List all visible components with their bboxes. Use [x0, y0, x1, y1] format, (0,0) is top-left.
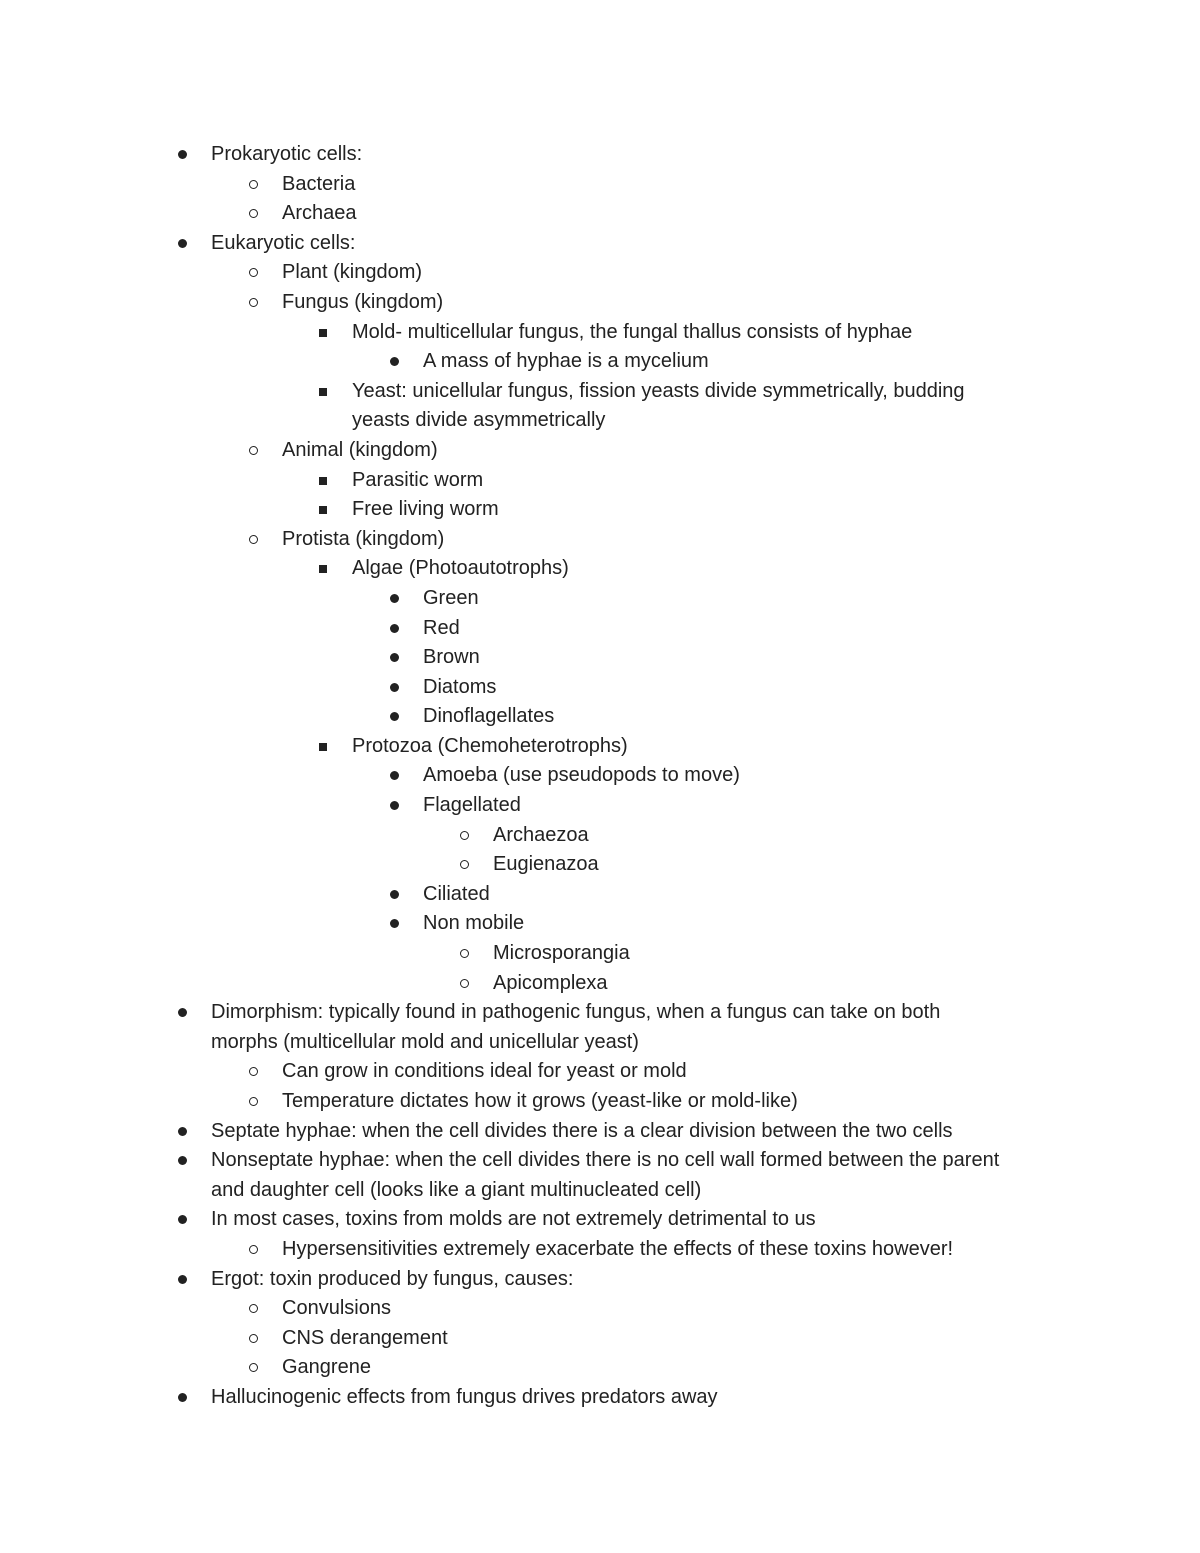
list-item — [0, 909, 1023, 939]
circle-bullet-icon — [249, 180, 258, 189]
disc-bullet-icon — [390, 771, 399, 780]
list-item-text: Ergot: toxin produced by fungus, causes: — [211, 1267, 574, 1290]
disc-bullet-icon — [390, 653, 399, 662]
list-item — [0, 1324, 1022, 1354]
list-item — [0, 1235, 1022, 1265]
disc-bullet-icon — [178, 1393, 187, 1402]
list-item-text: Protozoa (Chemoheterotrophs) — [352, 734, 628, 757]
list-item-text: Archaea — [282, 202, 357, 225]
list-item — [0, 998, 1011, 1057]
square-bullet-icon — [319, 329, 327, 337]
list-item — [0, 1146, 1011, 1205]
list-item-text: Free living worm — [352, 498, 499, 521]
list-item — [0, 1117, 1011, 1147]
list-item — [0, 1265, 1011, 1295]
list-item-text: Hallucinogenic effects from fungus drives predators away — [211, 1385, 718, 1408]
list-item — [0, 850, 1023, 880]
bulleted-outline — [0, 140, 1200, 1413]
disc-bullet-icon — [178, 1127, 187, 1136]
list-item-text: Gangrene — [282, 1356, 371, 1379]
list-item-text: Algae (Photoautotrophs) — [352, 557, 569, 580]
list-item — [0, 436, 1022, 466]
list-item-text: Brown — [423, 646, 480, 669]
list-item — [0, 318, 1022, 348]
list-item-text: In most cases, toxins from molds are not extremely detrimental to us — [211, 1208, 816, 1231]
circle-bullet-icon — [249, 1334, 258, 1343]
list-item-text: Yeast: unicellular fungus, fission yeasts divide symmetrically, budding yeasts divide asymmetrically — [352, 379, 965, 432]
circle-bullet-icon — [249, 268, 258, 277]
list-item — [0, 821, 1023, 851]
circle-bullet-icon — [249, 446, 258, 455]
circle-bullet-icon — [460, 949, 469, 958]
circle-bullet-icon — [460, 979, 469, 988]
list-item — [0, 1205, 1011, 1235]
list-item-text: Diatoms — [423, 675, 497, 698]
square-bullet-icon — [319, 565, 327, 573]
list-item-text: Flagellated — [423, 794, 521, 817]
disc-bullet-icon — [178, 1215, 187, 1224]
list-item — [0, 673, 1023, 703]
list-item-text: Mold- multicellular fungus, the fungal thallus consists of hyphae — [352, 320, 913, 343]
list-item-text: Convulsions — [282, 1297, 391, 1320]
circle-bullet-icon — [249, 298, 258, 307]
disc-bullet-icon — [178, 239, 187, 248]
list-item-text: Red — [423, 616, 460, 639]
list-item-text: CNS derangement — [282, 1326, 448, 1349]
list-item-text: Apicomplexa — [493, 971, 608, 994]
list-item-text: Green — [423, 586, 479, 609]
list-item-text: Eugienazoa — [493, 853, 599, 876]
list-item — [0, 791, 1023, 821]
circle-bullet-icon — [460, 860, 469, 869]
square-bullet-icon — [319, 743, 327, 751]
list-item-text: Archaezoa — [493, 823, 589, 846]
disc-bullet-icon — [390, 919, 399, 928]
list-item-text: Ciliated — [423, 882, 490, 905]
list-item — [0, 1087, 1022, 1117]
list-item-text: Prokaryotic cells: — [211, 143, 363, 165]
square-bullet-icon — [319, 388, 327, 396]
square-bullet-icon — [319, 477, 327, 485]
circle-bullet-icon — [249, 1245, 258, 1254]
list-item — [0, 1294, 1022, 1324]
list-item — [0, 140, 1011, 170]
list-item-text: Eukaryotic cells: — [211, 231, 356, 254]
list-item — [0, 643, 1023, 673]
list-item-text: Amoeba (use pseudopods to move) — [423, 764, 740, 787]
list-item — [0, 732, 1022, 762]
circle-bullet-icon — [460, 831, 469, 840]
list-item-text: Fungus (kingdom) — [282, 290, 444, 313]
disc-bullet-icon — [178, 1275, 187, 1284]
list-item — [0, 939, 1023, 969]
square-bullet-icon — [319, 506, 327, 514]
list-item-text: Non mobile — [423, 912, 525, 935]
list-item-text: Temperature dictates how it grows (yeast-like or mold-like) — [282, 1090, 798, 1112]
disc-bullet-icon — [178, 1156, 187, 1165]
disc-bullet-icon — [390, 624, 399, 633]
disc-bullet-icon — [390, 890, 399, 899]
circle-bullet-icon — [249, 535, 258, 544]
disc-bullet-icon — [390, 357, 399, 366]
circle-bullet-icon — [249, 1067, 258, 1076]
list-item-text: Dimorphism: typically found in pathogenic fungus, when a fungus can take on both morphs (multicellular mold and unicellular yeast) — [211, 1001, 941, 1053]
circle-bullet-icon — [249, 1363, 258, 1372]
list-item — [0, 466, 1022, 496]
list-item — [0, 347, 1023, 377]
list-item — [0, 258, 1022, 288]
circle-bullet-icon — [249, 209, 258, 218]
list-item-text: Microsporangia — [493, 942, 630, 965]
list-item-text: Dinoflagellates — [423, 705, 555, 728]
list-item — [0, 525, 1022, 555]
list-item-text: Can grow in conditions ideal for yeast or mold — [282, 1060, 687, 1083]
list-item-text: Septate hyphae: when the cell divides there is a clear division between the two cells — [211, 1119, 953, 1142]
list-item-text: Hypersensitivities extremely exacerbate the effects of these toxins however! — [282, 1237, 954, 1260]
disc-bullet-icon — [390, 594, 399, 603]
disc-bullet-icon — [390, 712, 399, 721]
list-item — [0, 377, 1022, 436]
list-item — [0, 554, 1022, 584]
list-item — [0, 495, 1022, 525]
list-item — [0, 761, 1023, 791]
list-item-text: Parasitic worm — [352, 468, 484, 491]
list-item — [0, 880, 1023, 910]
list-item — [0, 969, 1023, 999]
list-item — [0, 1383, 1011, 1413]
list-item-text: Protista (kingdom) — [282, 527, 445, 550]
list-item-text: A mass of hyphae is a mycelium — [423, 350, 709, 373]
list-item — [0, 702, 1023, 732]
list-item — [0, 1353, 1022, 1383]
list-item — [0, 170, 1022, 200]
list-item — [0, 584, 1023, 614]
disc-bullet-icon — [390, 801, 399, 810]
circle-bullet-icon — [249, 1097, 258, 1106]
circle-bullet-icon — [249, 1304, 258, 1313]
list-item-text: Animal (kingdom) — [282, 438, 438, 461]
list-item-text: Plant (kingdom) — [282, 261, 423, 284]
list-item — [0, 614, 1023, 644]
list-item — [0, 199, 1022, 229]
disc-bullet-icon — [178, 150, 187, 159]
disc-bullet-icon — [178, 1008, 187, 1017]
list-item-text: Bacteria — [282, 172, 356, 195]
list-item — [0, 288, 1022, 318]
disc-bullet-icon — [390, 683, 399, 692]
list-item — [0, 1057, 1022, 1087]
list-item — [0, 229, 1011, 259]
list-item-text: Nonseptate hyphae: when the cell divides there is no cell wall formed between the parent and daughter cell (looks like a giant multinucleated cell) — [211, 1149, 1000, 1201]
